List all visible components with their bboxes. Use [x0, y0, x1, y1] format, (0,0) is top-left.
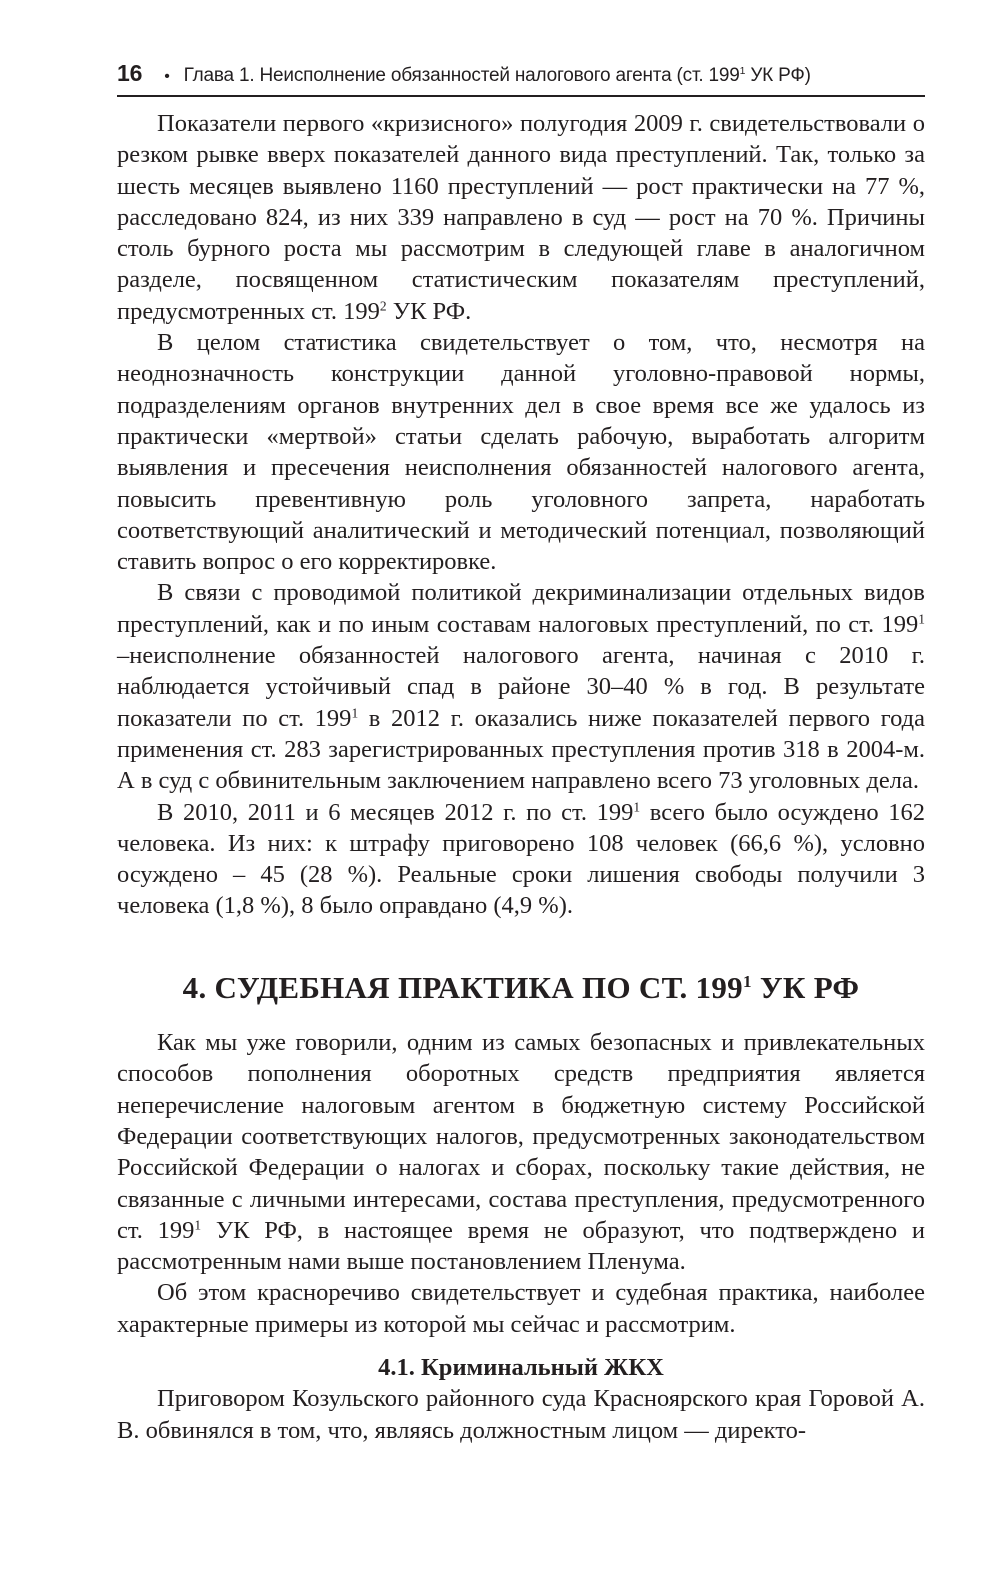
superscript: 1	[194, 1217, 202, 1233]
page-number: 16	[117, 60, 143, 86]
superscript: 2	[379, 298, 387, 314]
paragraph-verdict: Приговором Козульского районного суда Красноярского края Горовой А. В. обвинялся в том, что, являясь должностным лицом — директо-	[117, 1385, 925, 1444]
paragraph-text: Показатели первого «кризисного» полугодия 2009 г. свидетельствовали о резком рывке вверх показателей данного вида преступлений. Так, только за шесть месяцев выявлено 1160 преступлений — рост практически на 77 %, расследовано 824, из них 339 направлено в суд — рост на 70 %. Причины столь бурного роста мы рассмотрим в следующей главе в аналогичном разделе, посвященном статистическим показателям преступлений, предусмотренных ст. 199	[117, 110, 925, 325]
section-heading-main: 4. СУДЕБНАЯ ПРАКТИКА ПО СТ. 199	[182, 969, 743, 1005]
subsection-heading: 4.1. Криминальный ЖКХ	[378, 1353, 664, 1381]
paragraph-text: УК РФ, в настоящее время не образуют, что подтверждено и рассмотренным нами выше постановлением Пленума.	[117, 1216, 925, 1276]
paragraph-text: всего было осуждено 162 человека. Из них: к штрафу приговорено 108 человек (66,6 %), условно осуждено – 45 (28 %). Реальные сроки лишения свободы получили 3 человека (1,8 %), 8 было оправдано (4,9 %).	[117, 798, 926, 920]
paragraph-text: В связи с проводимой политикой декриминализации отдельных видов преступлений, как и по иным составам налоговых преступлений, по ст. 199	[117, 579, 925, 638]
paragraph-text: –неисполнение обязанностей налогового агента, начиная с 2010 г. наблюдается устойчивый спад в районе 30–40 % в год. В результате показатели по ст. 199	[117, 642, 925, 732]
paragraph-court-practice: Об этом красноречиво свидетельствует и судебная практика, наиболее характерные примеры из которой мы сейчас и рассмотрим.	[117, 1279, 925, 1338]
superscript: 1	[918, 611, 925, 626]
chapter-title-end: УК РФ)	[745, 65, 811, 86]
header-bullet: •	[164, 68, 170, 85]
section-heading	[117, 969, 925, 1005]
body-text	[117, 108, 925, 1446]
paragraph-text: в 2012 г. оказались ниже показателей первого года применения ст. 283 зарегистрированных преступления против 318 в 2004-м. А в суд с обвинительным заключением направлено всего 73 уголовных дела.	[117, 704, 925, 795]
chapter-title	[184, 65, 811, 87]
superscript: 1	[351, 704, 359, 720]
running-header	[117, 60, 925, 97]
paragraph-convictions	[117, 797, 925, 922]
superscript: 1	[633, 798, 641, 814]
paragraph-crisis-statistics	[117, 108, 925, 327]
paragraph-working-capital	[117, 1027, 925, 1277]
paragraph-text: Как мы уже говорили, одним из самых безопасных и привлекательных способов пополнения оборотных средств предприятия является неперечисление налоговым агентом в бюджетную систему Российской Федерации соответствующих налогов, предусмотренных законодательством Российской Федерации о налогах и сборах, поскольку такие действия, не связанные с личными интересами, состава преступления, предусмотренного ст. 199	[117, 1029, 925, 1244]
book-page	[117, 60, 925, 1446]
chapter-title-superscript: 1	[739, 66, 746, 78]
section-heading-end: УК РФ	[751, 969, 860, 1005]
paragraph-text: В 2010, 2011 и 6 месяцев 2012 г. по ст. 199	[157, 798, 634, 826]
paragraph-statistics-summary: В целом статистика свидетельствует о том, что, несмотря на неоднозначность конструкции данной уголовно-правовой нормы, подразделениям органов внутренних дел в свое время все же удалось из практически «мертвой» статьи сделать рабочую, выработать алгоритм выявления и пресечения неисполнения обязанностей налогового агента, повысить превентивную роль уголовного запрета, наработать соответствующий аналитический и методический потенциал, позволяющий ставить вопрос о его корректировке.	[117, 329, 925, 576]
paragraph-text: УК РФ.	[386, 297, 472, 325]
paragraph-decriminalization	[117, 577, 925, 796]
superscript: 1	[742, 971, 752, 991]
chapter-title-main: Глава 1. Неисполнение обязанностей налогового агента (ст. 199	[183, 65, 740, 86]
